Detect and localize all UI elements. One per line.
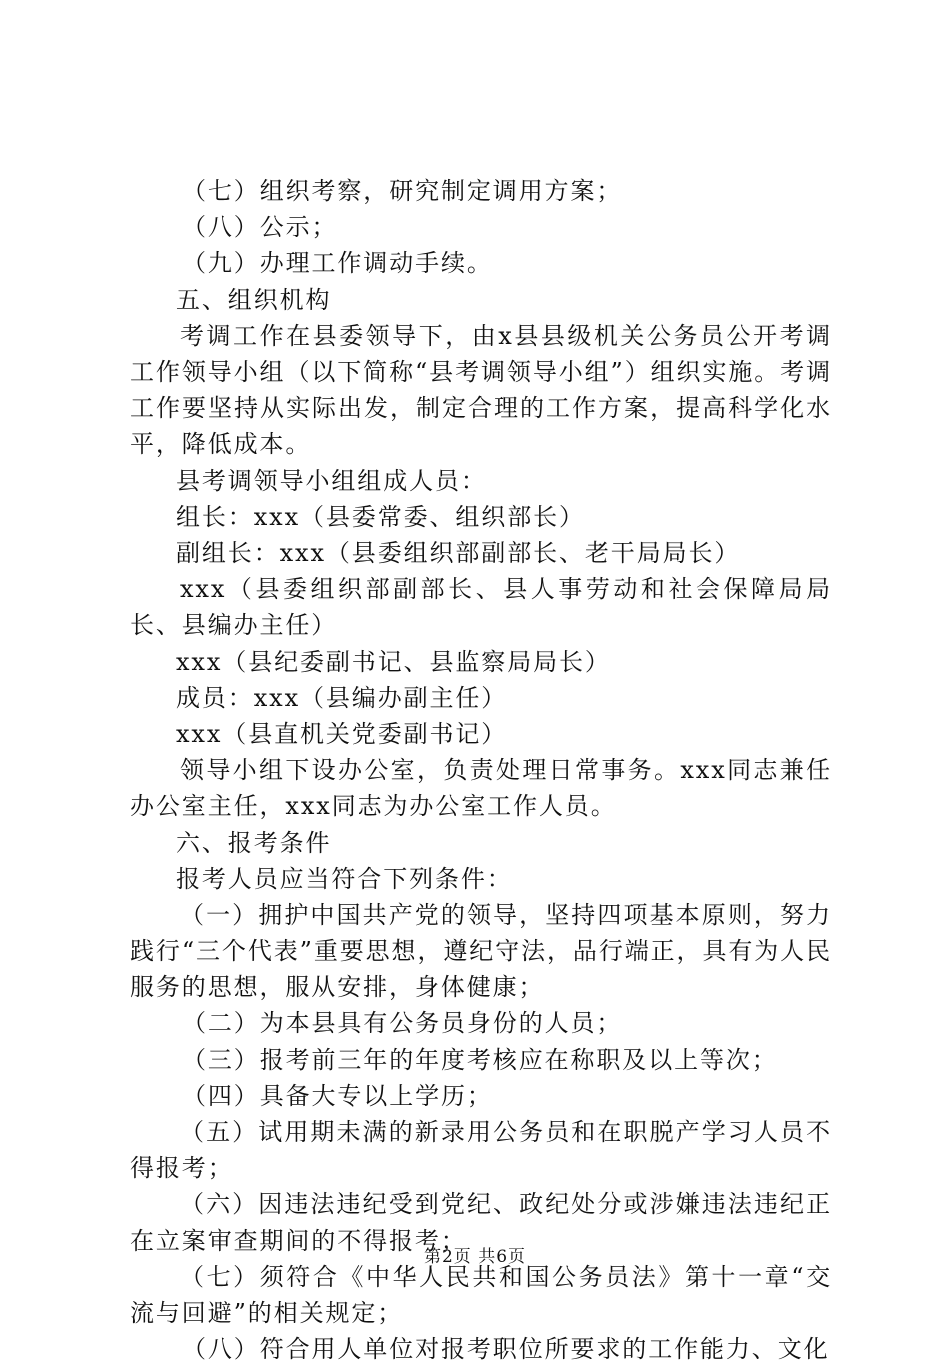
paragraph: （一）拥护中国共产党的领导，坚持四项基本原则，努力践行“三个代表”重要思想，遵纪守法，品行端正，具有为人民服务的思想，服从安排，身体健康； (130, 900, 832, 1002)
text-line: （八）公示； (182, 213, 338, 242)
text-line: （二）为本县具有公务员身份的人员； (182, 1009, 623, 1038)
paragraph: 领导小组下设办公室，负责处理日常事务。xxx同志兼任办公室主任，xxx同志为办公室工作人员。 (130, 756, 832, 821)
text-line: 组长：xxx（县委常委、组织部长） (176, 502, 585, 531)
text-line: （四）具备大专以上学历； (182, 1081, 493, 1110)
text-line: 报考人员应当符合下列条件： (176, 864, 513, 893)
text-line: （三）报考前三年的年度考核应在称职及以上等次； (182, 1045, 778, 1074)
paragraph: （五）试用期未满的新录用公务员和在职脱产学习人员不得报考； (130, 1118, 832, 1183)
text-line: （九）办理工作调动手续。 (182, 249, 493, 278)
text-line: xxx（县纪委副书记、县监察局局长） (176, 647, 611, 676)
paragraph: xxx（县委组织部副部长、县人事劳动和社会保障局局长、县编办主任） (130, 575, 832, 640)
text-line: xxx（县直机关党委副书记） (176, 719, 508, 748)
text-line: 副组长：xxx（县委组织部副部长、老干局局长） (176, 538, 741, 567)
page-number: 第2页 共6页 (423, 1247, 527, 1267)
text-line: （八）符合用人单位对报考职位所要求的工作能力、文化 (182, 1335, 830, 1364)
paragraph: （七）须符合《中华人民共和国公务员法》第十一章“交流与回避”的相关规定； (130, 1262, 832, 1328)
text-line: 县考调领导小组组成人员： (176, 466, 487, 495)
text-line: 六、报考条件 (176, 828, 332, 857)
text-line: 成员：xxx（县编办副主任） (176, 683, 508, 712)
document-body (130, 173, 832, 1367)
paragraph: （六）因违法违纪受到党纪、政纪处分或涉嫌违法违纪正在立案审查期间的不得报考； (130, 1190, 832, 1255)
text-line: （七）组织考察，研究制定调用方案； (182, 177, 623, 205)
text-line: 五、组织机构 (176, 285, 332, 314)
paragraph: 考调工作在县委领导下，由x县县级机关公务员公开考调工作领导小组（以下简称“县考调领导小组”）组织实施。考调工作要坚持从实际出发，制定合理的工作方案，提高科学化水平，降低成本。 (130, 321, 832, 459)
